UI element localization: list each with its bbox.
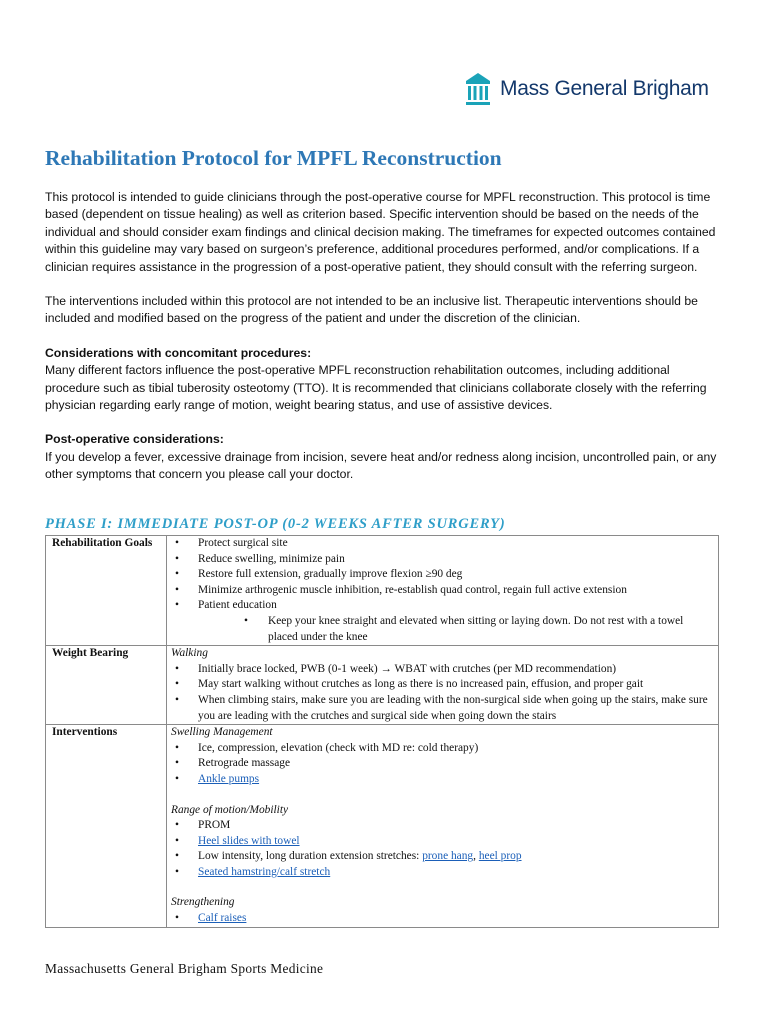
education-sublist <box>198 614 714 645</box>
page-title: Rehabilitation Protocol for MPFL Reconstruction <box>45 146 502 170</box>
walking-subhead: Walking <box>171 647 208 660</box>
list-item: • Reduce swelling, minimize pain <box>171 552 714 568</box>
ankle-pumps-link[interactable]: Ankle pumps <box>198 772 260 785</box>
seated-stretch-link[interactable]: Seated hamstring/calf stretch <box>198 865 331 878</box>
heel-slides-link[interactable]: Heel slides with towel <box>198 834 300 847</box>
row-label-weight-bearing: Weight Bearing <box>46 646 167 725</box>
table-row <box>46 725 719 928</box>
rom-list <box>171 818 714 880</box>
postop-paragraph: If you develop a fever, excessive drainage from incision, severe heat and/or redness along incision, uncontrolled pain, or any other symptoms that concern you please call your doctor. <box>45 449 717 482</box>
table-row <box>46 646 719 725</box>
concomitant-paragraph: Many different factors influence the post-operative MPFL reconstruction rehabilitation outcomes, including additional procedure such as tibial tuberosity osteotomy (TTO). It is recommended that clinicians collaborate closely with the referring physician regarding early range of motion, weight bearing status, and use of assistive devices. <box>45 363 707 413</box>
list-item <box>171 865 714 881</box>
calf-raises-link[interactable]: Calf raises <box>198 912 247 925</box>
spacer <box>171 788 714 803</box>
rom-subhead: Range of motion/Mobility <box>171 803 289 816</box>
concomitant-heading: Considerations with concomitant procedures: <box>45 345 312 360</box>
link-separator: , <box>473 850 479 863</box>
intro-paragraph: This protocol is intended to guide clinicians through the post-operative course for MPFL reconstruction. This protocol is time based (dependent on tissue healing) as well as criterion based. Specific intervention should be based on the needs of the individual and should consider exam findings and clinical decision making. The timeframes for expected outcomes contained within this guideline may vary based on surgeon’s preference, additional procedures performed, and/or complications. If a clinician requires assistance in the progression of a post-operative patient, they should consult with the referring surgeon. <box>45 190 716 274</box>
goals-cell <box>167 536 719 646</box>
logo-text: Mass General Brigham <box>500 77 709 100</box>
spacer <box>171 880 714 895</box>
strengthening-list <box>171 911 714 927</box>
list-item <box>171 849 714 865</box>
list-item <box>171 911 714 927</box>
phase-heading: PHASE I: IMMEDIATE POST-OP (0-2 WEEKS AFTER SURGERY) <box>45 516 506 532</box>
weight-bearing-cell <box>167 646 719 725</box>
list-item: • Ice, compression, elevation (check with MD re: cold therapy) <box>171 741 714 757</box>
list-item: • May start walking without crutches as long as there is no increased pain, effusion, and proper gait <box>171 677 714 693</box>
interventions-note-paragraph: The interventions included within this protocol are not intended to be an inclusive list. Therapeutic interventions should be included and modified based on the progress of the patient and under the discretion of the clinician. <box>45 294 698 326</box>
document-body <box>45 189 725 501</box>
row-label-goals: Rehabilitation Goals <box>46 536 167 646</box>
table-row <box>46 536 719 646</box>
list-item: • Keep your knee straight and elevated when sitting or laying down. Do not rest with a towel placed under the knee <box>198 614 714 645</box>
row-label-interventions: Interventions <box>46 725 167 928</box>
list-item: • Protect surgical site <box>171 536 714 552</box>
list-item: • When climbing stairs, make sure you are leading with the non-surgical side when going up the stairs, make sure you are leading with the crutches and surgical side when going down the stairs <box>171 693 714 724</box>
postop-heading: Post-operative considerations: <box>45 432 224 447</box>
list-item: • Initially brace locked, PWB (0-1 week) → WBAT with crutches (per MD recommendation) <box>171 662 714 678</box>
strengthening-subhead: Strengthening <box>171 896 235 909</box>
list-item-text: Patient education <box>198 599 277 612</box>
heel-prop-link[interactable]: heel prop <box>478 850 522 863</box>
goals-list <box>171 536 714 645</box>
swelling-list <box>171 741 714 788</box>
swelling-subhead: Swelling Management <box>171 726 273 739</box>
protocol-table <box>45 535 719 928</box>
brand-logo <box>465 72 709 106</box>
list-item <box>171 834 714 850</box>
list-item <box>171 772 714 788</box>
prone-hang-link[interactable]: prone hang <box>422 850 474 863</box>
list-item: • PROM <box>171 818 714 834</box>
list-item: • Restore full extension, gradually improve flexion ≥90 deg <box>171 567 714 583</box>
page-footer: Massachusetts General Brigham Sports Medicine <box>45 961 324 976</box>
list-item: • Retrograde massage <box>171 756 714 772</box>
low-intensity-text: Low intensity, long duration extension stretches: <box>198 850 423 863</box>
building-columns-icon <box>465 72 491 106</box>
weight-bearing-list <box>171 662 714 724</box>
interventions-cell <box>167 725 719 928</box>
list-item: • Minimize arthrogenic muscle inhibition, re-establish quad control, regain full active extension <box>171 583 714 599</box>
list-item <box>171 598 714 645</box>
